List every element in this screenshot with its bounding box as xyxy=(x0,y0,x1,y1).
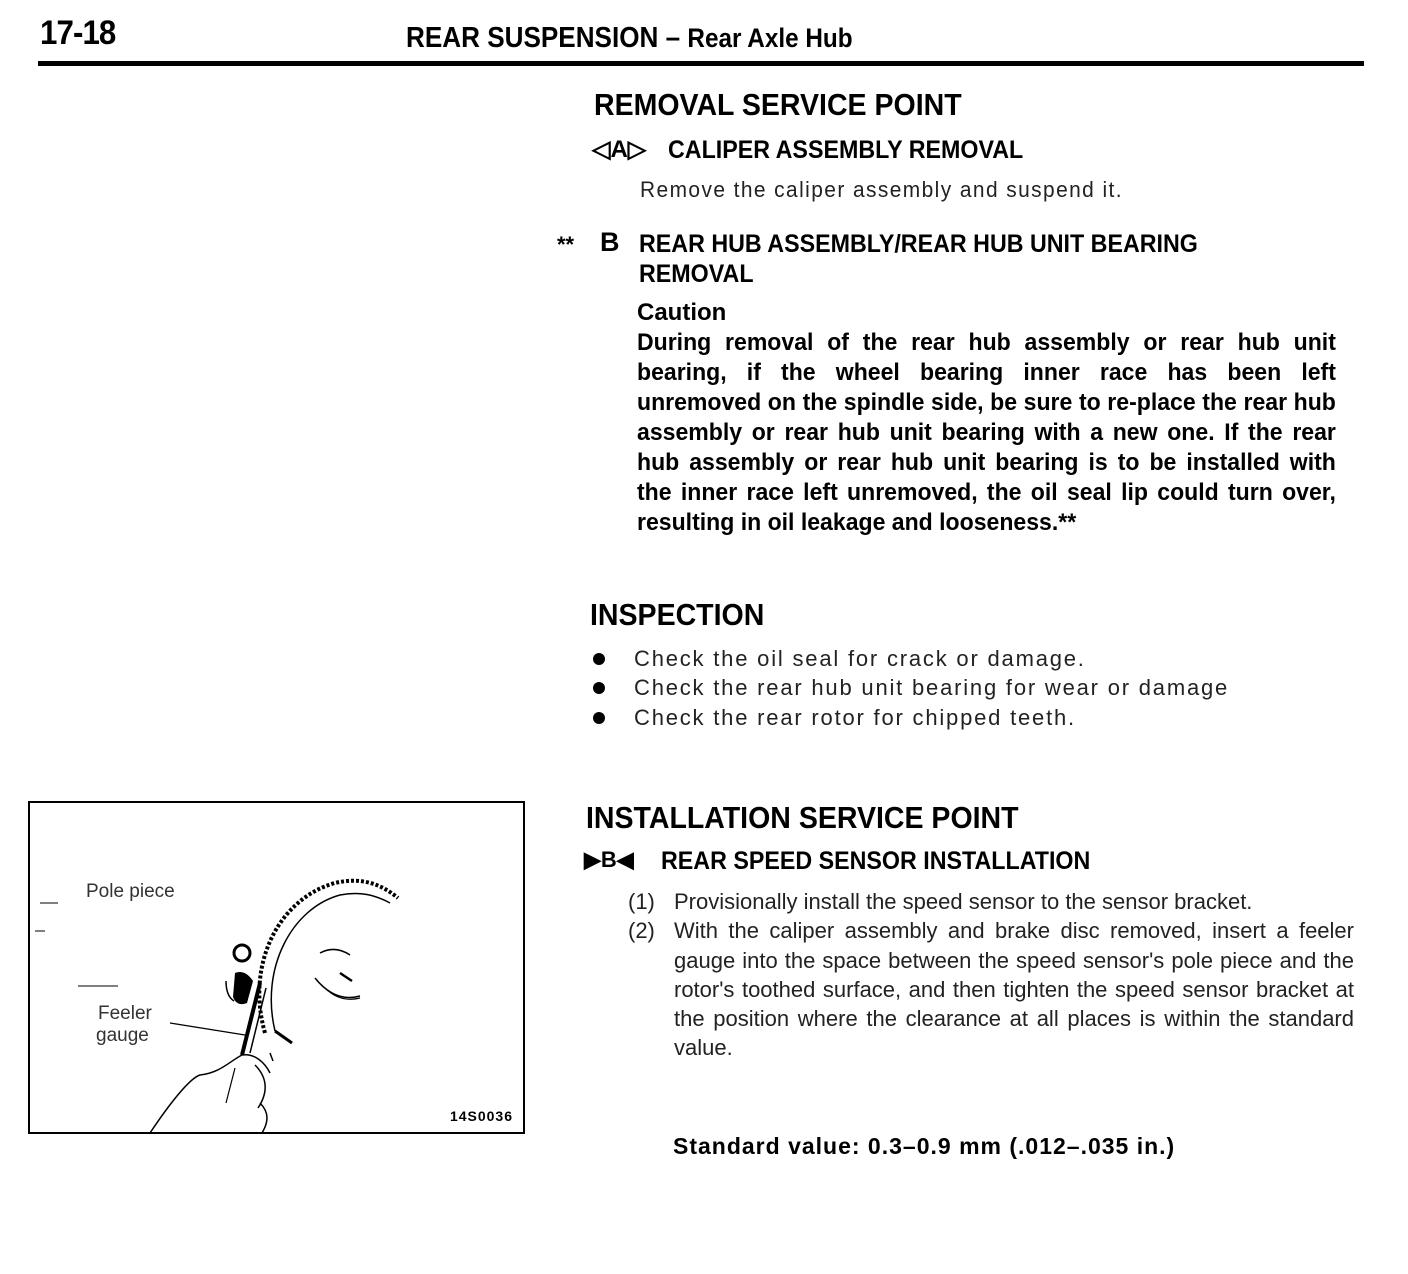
feeler-label: Feeler xyxy=(98,1003,152,1024)
header-rule xyxy=(38,61,1364,66)
step-number: (2) xyxy=(628,918,655,944)
bullet-icon xyxy=(593,682,605,694)
figure-feeler-gauge-illustration xyxy=(28,801,525,1134)
removal-marker-a-icon: ◁A▷ xyxy=(592,136,647,163)
speed-sensor-installation-heading: REAR SPEED SENSOR INSTALLATION xyxy=(661,847,1091,875)
installation-marker-b-icon: ▶B◀ xyxy=(584,847,634,872)
step-text: Provisionally install the speed sensor to the sensor bracket. xyxy=(674,889,1253,914)
removal-marker-b-icon: B xyxy=(600,227,620,257)
list-item: Check the rear hub unit bearing for wear or damage xyxy=(590,674,1229,704)
standard-value: Standard value: 0.3–0.9 mm (.012–.035 in.) xyxy=(673,1133,1176,1159)
inspection-list xyxy=(590,644,1229,733)
rotor-sensor-drawing xyxy=(30,803,523,1132)
hub-removal-heading-line1: REAR HUB ASSEMBLY/REAR HUB UNIT BEARING xyxy=(639,230,1198,258)
subsection-title: Rear Axle Hub xyxy=(687,23,853,53)
caution-text: During removal of the rear hub assembly or rear hub unit bearing, if the wheel bearing inner race has been left unremoved on the spindle side, be sure to re-place the rear hub assembly or rear hub unit bearing with a new one. If the rear hub assembly or rear hub unit bearing is to be installed with the inner race left unremoved, the oil seal lip could turn over, resulting in oil leakage and looseness.** xyxy=(637,329,1336,536)
running-header xyxy=(406,22,853,55)
removal-heading: REMOVAL SERVICE POINT xyxy=(594,87,962,122)
bullet-icon xyxy=(593,653,605,665)
inspection-heading: INSPECTION xyxy=(590,597,765,632)
section-title: REAR SUSPENSION xyxy=(406,22,659,54)
installation-steps xyxy=(628,887,1354,1063)
figure-code: 14S0036 xyxy=(449,1108,513,1124)
list-item: Check the oil seal for crack or damage. xyxy=(590,644,1229,674)
hub-removal-heading-line2: REMOVAL xyxy=(639,260,754,288)
installation-heading: INSTALLATION SERVICE POINT xyxy=(586,800,1019,835)
step-text: With the caliper assembly and brake disc removed, insert a feeler gauge into the space between the speed sensor's pole piece and the rotor's toothed surface, and then tighten the speed sensor bracket at the position where the clearance at all places is within the standard value. xyxy=(674,918,1354,1061)
caution-title: Caution xyxy=(637,299,727,326)
step-item xyxy=(628,916,1354,1062)
page-number: 17-18 xyxy=(40,14,116,52)
caliper-removal-text: Remove the caliper assembly and suspend it. xyxy=(640,177,1123,202)
gauge-label: gauge xyxy=(96,1025,149,1046)
caliper-removal-heading: CALIPER ASSEMBLY REMOVAL xyxy=(668,136,1024,164)
edit-marker: ** xyxy=(557,232,575,257)
step-item xyxy=(628,887,1354,916)
pole-piece-label: Pole piece xyxy=(86,881,175,902)
list-item: Check the rear rotor for chipped teeth. xyxy=(590,703,1229,733)
bullet-icon xyxy=(593,712,605,724)
step-number: (1) xyxy=(628,889,655,914)
caution-block xyxy=(637,298,1337,538)
header-separator: – xyxy=(665,22,681,54)
